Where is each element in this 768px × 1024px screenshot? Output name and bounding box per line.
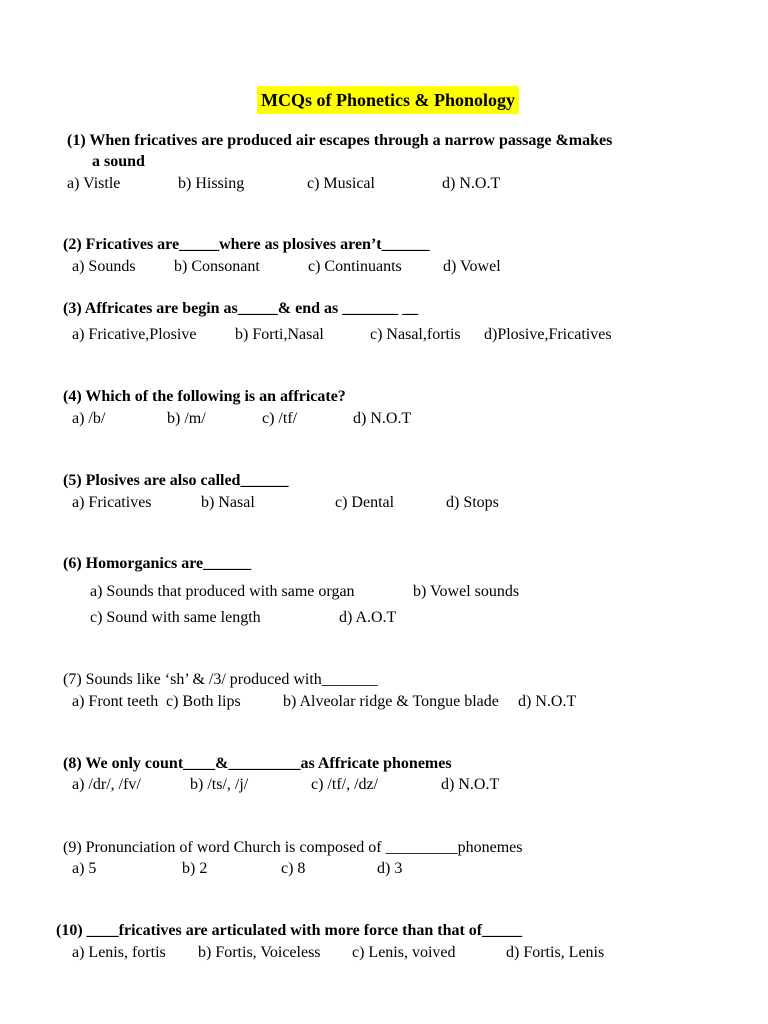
question-9: (9) Pronunciation of word Church is composed of _________phonemes xyxy=(63,839,523,856)
option-c: c) Continuants xyxy=(308,258,402,275)
option-d: d) N.O.T xyxy=(353,410,412,427)
option-b: b) 2 xyxy=(182,860,208,877)
option-a: a) Vistle xyxy=(67,175,121,192)
question-10: (10) ____fricatives are articulated with more force than that of_____ xyxy=(56,922,523,939)
question-5: (5) Plosives are also called______ xyxy=(63,472,289,489)
option-a: a) Fricative,Plosive xyxy=(72,326,197,343)
option-b: b) Nasal xyxy=(201,494,255,511)
option-d: d) N.O.T xyxy=(442,175,501,192)
option-d: d) Fortis, Lenis xyxy=(506,944,605,961)
option-b: b) /m/ xyxy=(167,410,206,427)
option-c: c) Dental xyxy=(335,494,395,511)
option-b: b) /ts/, /j/ xyxy=(190,776,249,793)
page-title: MCQs of Phonetics & Phonology xyxy=(257,86,519,114)
option-a: a) /dr/, /fv/ xyxy=(72,776,141,793)
question-1-continued: a sound xyxy=(92,153,145,170)
option-c: c) Musical xyxy=(307,175,375,192)
question-7: (7) Sounds like ‘sh’ & /3/ produced with_______ xyxy=(63,671,378,688)
question-3: (3) Affricates are begin as_____& end as _______ __ xyxy=(63,300,419,317)
option-c: c) /tf/ xyxy=(262,410,298,427)
option-a: a) Sounds xyxy=(72,258,136,275)
option-a: a) Sounds that produced with same organ xyxy=(90,583,355,600)
option-c: c) Nasal,fortis xyxy=(370,326,461,343)
option-d: d)Plosive,Fricatives xyxy=(484,326,612,343)
option-a: a) 5 xyxy=(72,860,97,877)
option-c: c) Lenis, voived xyxy=(352,944,456,961)
option-a: a) Fricatives xyxy=(72,494,152,511)
option-d: d) Vowel xyxy=(443,258,501,275)
option-b: b) Consonant xyxy=(174,258,260,275)
question-1: (1) When fricatives are produced air escapes through a narrow passage &makes xyxy=(67,132,613,149)
option-d: d) A.O.T xyxy=(339,609,397,626)
option-b: b) Fortis, Voiceless xyxy=(198,944,321,961)
option-b: b) Alveolar ridge & Tongue blade xyxy=(283,693,499,710)
question-2: (2) Fricatives are_____where as plosives aren’t______ xyxy=(63,236,430,253)
option-b: b) Vowel sounds xyxy=(413,583,520,600)
option-d: d) N.O.T xyxy=(441,776,500,793)
option-c: c) Sound with same length xyxy=(90,609,261,626)
option-c: c) 8 xyxy=(281,860,306,877)
option-d: d) Stops xyxy=(446,494,499,511)
option-c: c) Both lips xyxy=(166,693,241,710)
question-6: (6) Homorganics are______ xyxy=(63,555,252,572)
option-d: d) N.O.T xyxy=(518,693,577,710)
option-a: a) /b/ xyxy=(72,410,106,427)
option-b: b) Forti,Nasal xyxy=(235,326,324,343)
option-d: d) 3 xyxy=(377,860,403,877)
option-b: b) Hissing xyxy=(178,175,245,192)
question-8: (8) We only count____&_________as Affricate phonemes xyxy=(63,755,452,772)
option-c: c) /tf/, /dz/ xyxy=(311,776,379,793)
question-4: (4) Which of the following is an affricate? xyxy=(63,388,346,405)
option-a: a) Lenis, fortis xyxy=(72,944,166,961)
option-a: a) Front teeth xyxy=(72,693,159,710)
